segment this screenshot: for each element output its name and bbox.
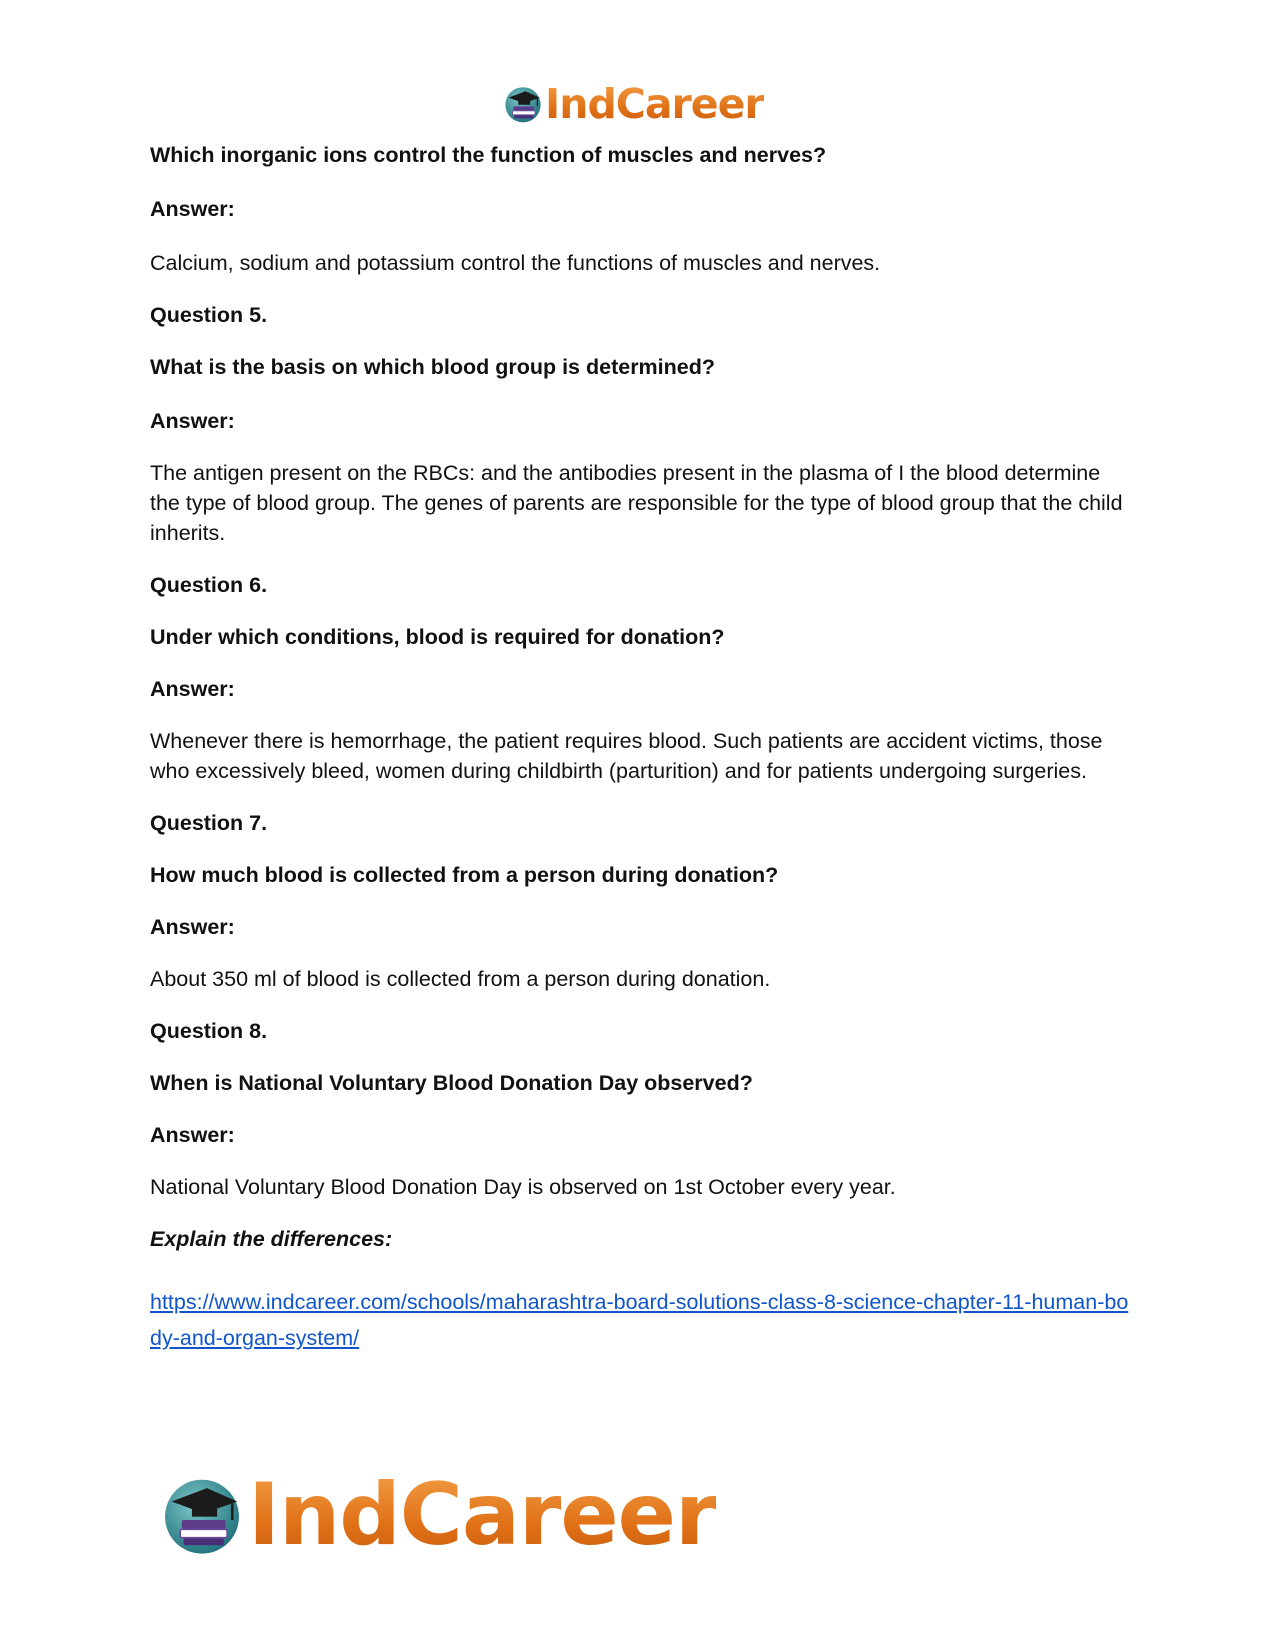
answer-label: Answer: <box>150 1123 235 1147</box>
brand-name: IndCareer <box>545 80 764 128</box>
question-text: Under which conditions, blood is required for donation? <box>150 625 725 649</box>
answer-label: Answer: <box>150 915 235 939</box>
answer-text: National Voluntary Blood Donation Day is observed on 1st October every year. <box>150 1175 896 1199</box>
answer-text: The antigen present on the RBCs: and the antibodies present in the plasma of I the blood determine the type of blood group. The genes of parents are responsible for the type of blood group that the child inherits. <box>150 461 1123 545</box>
graduation-cap-globe-icon <box>160 1473 244 1557</box>
answer-text: About 350 ml of blood is collected from a person during donation. <box>150 967 771 991</box>
question-number: Question 8. <box>150 1019 268 1043</box>
brand-name: IndCareer <box>248 1465 717 1565</box>
question-number: Question 7. <box>150 811 268 835</box>
answer-label: Answer: <box>150 197 235 221</box>
answer-text: Calcium, sodium and potassium control the functions of muscles and nerves. <box>150 251 881 275</box>
question-text: How much blood is collected from a person during donation? <box>150 863 779 887</box>
document-body <box>150 140 1130 1356</box>
question-number: Question 5. <box>150 303 268 327</box>
header-logo <box>503 80 764 128</box>
question-text: What is the basis on which blood group is determined? <box>150 355 716 379</box>
answer-label: Answer: <box>150 409 235 433</box>
question-text: When is National Voluntary Blood Donation Day observed? <box>150 1071 753 1095</box>
answer-text: Whenever there is hemorrhage, the patient requires blood. Such patients are accident victims, those who excessively bleed, women during childbirth (parturition) and for patients undergoing surgeries. <box>150 729 1103 783</box>
footer-logo <box>160 1465 716 1565</box>
source-link[interactable]: https://www.indcareer.com/schools/maharashtra-board-solutions-class-8-science-chapter-11-human-body-and-organ-system/ <box>150 1290 1129 1350</box>
question-number: Question 6. <box>150 573 268 597</box>
section-heading: Explain the differences: <box>150 1227 393 1251</box>
graduation-cap-globe-icon <box>503 84 543 124</box>
question-text: Which inorganic ions control the function of muscles and nerves? <box>150 143 827 167</box>
answer-label: Answer: <box>150 677 235 701</box>
